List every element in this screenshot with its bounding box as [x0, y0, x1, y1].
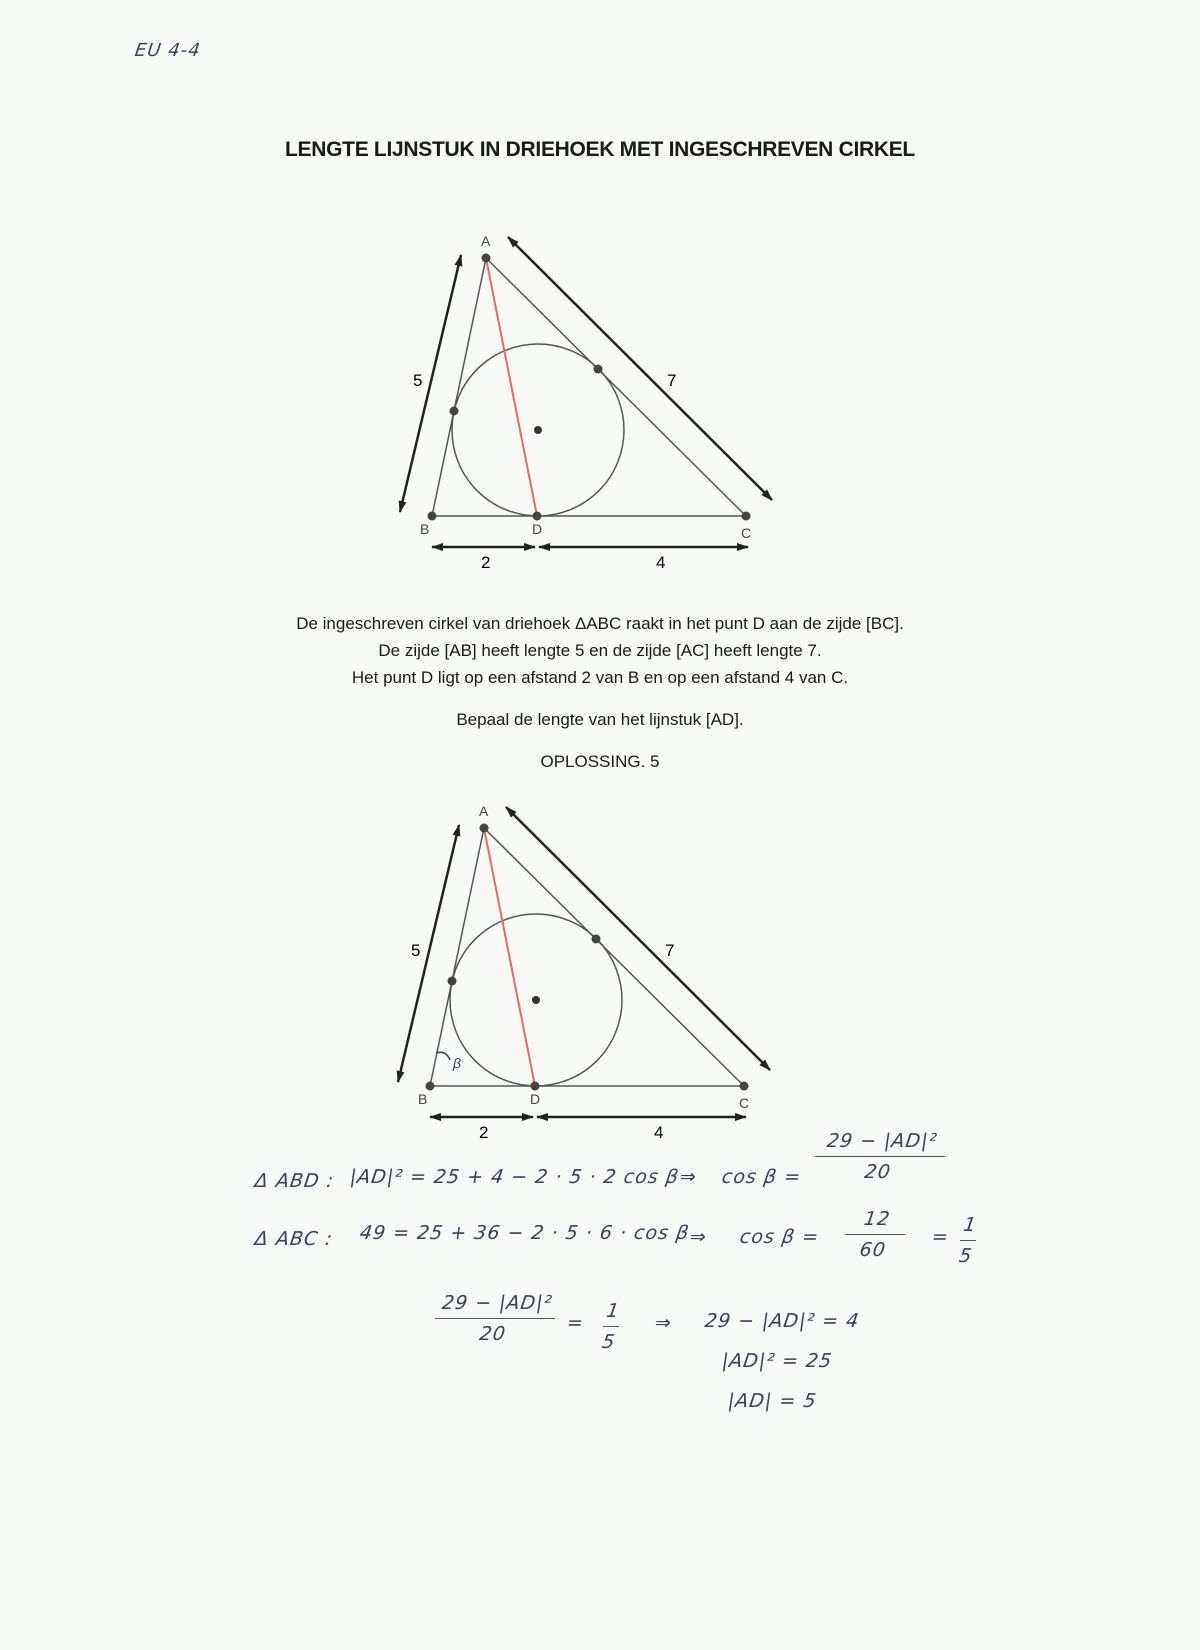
row1-equation: |AD|² = 25 + 4 − 2 · 5 · 2 cos β: [348, 1166, 681, 1188]
problem-line-1: De ingeschreven cirkel van driehoek ΔABC raakt in het punt D aan de zijde [BC].: [296, 614, 904, 633]
row2-label: Δ ABC :: [253, 1228, 335, 1250]
row3-numerator: 29 − |AD|²: [440, 1292, 554, 1314]
row5-answer: |AD| = 5: [726, 1390, 819, 1412]
label-b: B: [420, 521, 430, 537]
angle-beta-arc: [436, 1052, 450, 1060]
row2-cos: cos β =: [738, 1226, 821, 1248]
point-b: [428, 512, 437, 521]
label-d: D: [532, 521, 543, 537]
arrow-ac: [508, 237, 772, 500]
side-ac: [486, 258, 746, 516]
point-d: [533, 512, 542, 521]
side-ab: [432, 258, 486, 516]
arrow-ab: [400, 255, 461, 512]
label-a: A: [481, 233, 491, 249]
row2-arrow: ⇒: [688, 1226, 709, 1248]
problem-line-3: Het punt D ligt op een afstand 2 van B en op een afstand 4 van C.: [351, 668, 849, 687]
tangent-point-ab: [450, 407, 459, 416]
label-b: B: [418, 1091, 428, 1107]
problem-line-2: De zijde [AB] heeft lengte 5 en de zijde [AC] heeft lengte 7.: [378, 641, 822, 660]
length-dc: 4: [656, 553, 666, 572]
row3-result-denominator: 5: [600, 1331, 617, 1353]
length-ab: 5: [411, 941, 421, 960]
row2-result-denominator: 5: [957, 1245, 974, 1267]
incircle-center: [534, 426, 542, 434]
row2-numerator: 12: [862, 1208, 892, 1230]
length-bd: 2: [481, 553, 491, 572]
row2-denominator: 60: [858, 1239, 888, 1261]
row3-denominator: 20: [478, 1323, 508, 1345]
point-c: [742, 512, 751, 521]
row2-equation: 49 = 25 + 36 − 2 · 5 · 6 · cos β: [358, 1222, 691, 1244]
triangle-diagram-solution: [398, 803, 770, 1142]
length-dc: 4: [654, 1123, 664, 1142]
segment-ad: [486, 258, 537, 516]
corner-note: EU 4-4: [133, 40, 203, 61]
row1-label: Δ ABD :: [253, 1170, 336, 1192]
solution-label: OPLOSSING. 5: [540, 752, 660, 771]
row2-fraction: [841, 1208, 908, 1261]
label-c: C: [739, 1095, 750, 1111]
row1-arrow: ⇒: [678, 1166, 699, 1188]
label-c: C: [741, 525, 752, 541]
problem-question: Bepaal de lengte van het lijnstuk [AD].: [456, 710, 744, 729]
row2-result-numerator: 1: [962, 1214, 979, 1236]
row2-equals: =: [930, 1226, 951, 1248]
length-ab: 5: [413, 371, 423, 390]
row1-fraction: [811, 1130, 948, 1183]
length-bd: 2: [479, 1123, 489, 1142]
row3-arrow: ⇒: [653, 1312, 674, 1334]
tangent-point-ac: [594, 365, 603, 374]
label-d: D: [530, 1091, 541, 1107]
angle-beta-label: β: [453, 1055, 461, 1071]
row4-result: |AD|² = 25: [720, 1350, 834, 1372]
row3-fraction: [431, 1292, 558, 1345]
point-a: [482, 254, 491, 263]
triangle-diagram-problem: [400, 233, 772, 572]
row3-result: 29 − |AD|² = 4: [703, 1310, 861, 1332]
label-a: A: [479, 803, 489, 819]
row3-equals: =: [565, 1312, 586, 1334]
page-title: LENGTE LIJNSTUK IN DRIEHOEK MET INGESCHREVEN CIRKEL: [285, 138, 915, 161]
row1-denominator: 20: [863, 1161, 893, 1183]
length-ac: 7: [667, 371, 677, 390]
row1-cos: cos β =: [720, 1166, 803, 1188]
row3-result-numerator: 1: [605, 1300, 622, 1322]
row1-numerator: 29 − |AD|²: [825, 1130, 939, 1152]
length-ac: 7: [665, 941, 675, 960]
